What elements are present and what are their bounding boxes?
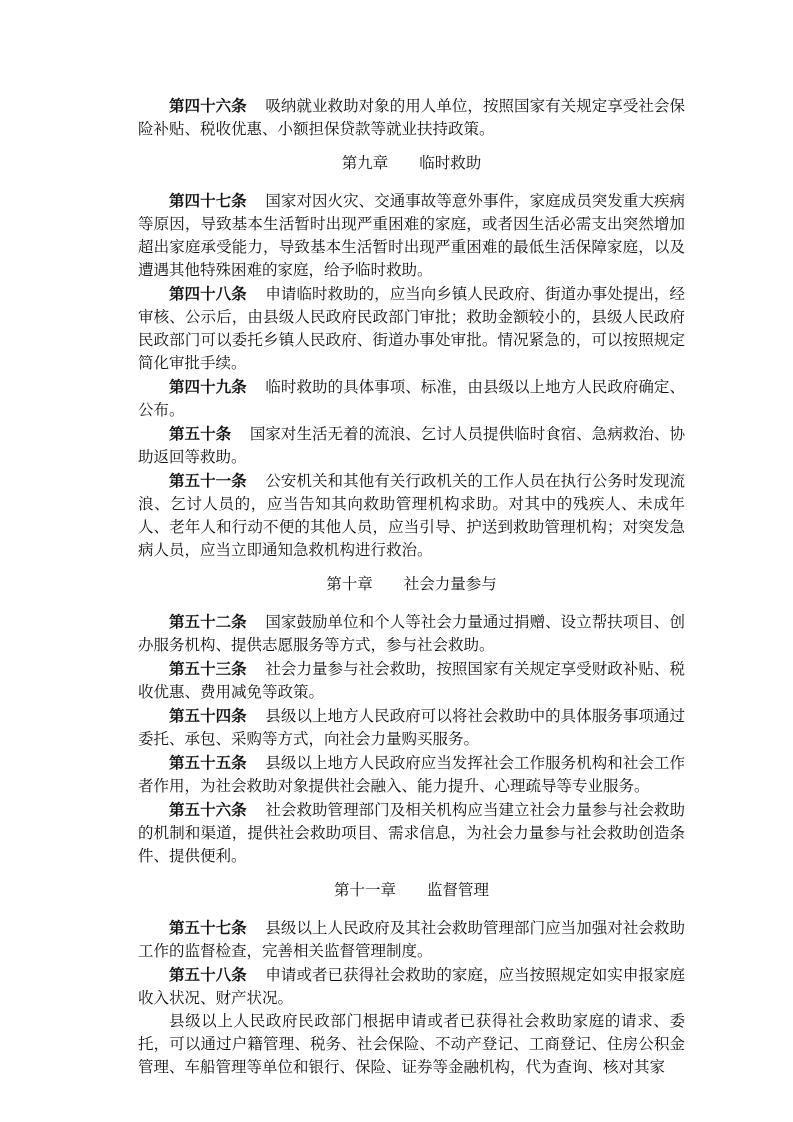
article-text: 申请或者已获得社会救助的家庭，应当按照规定如实申报家庭收入状况、财产状况。 [138, 966, 685, 1007]
plain-paragraph [138, 1010, 685, 1079]
chapter-number: 第十章 [326, 575, 373, 593]
article-text: 公安机关和其他有关行政机关的工作人员在执行公务时发现流浪、乞讨人员的，应当告知其向救助管理机构求助。对其中的残疾人、未成年人、老年人和行动不便的其他人员，应当引导、护送到救助管理机构；对突发急病人员，应当立即通知急救机构进行救治。 [138, 472, 685, 559]
chapter-heading [138, 152, 685, 175]
article-paragraph [138, 282, 685, 375]
article-text: 县级以上地方人民政府应当发挥社会工作服务机构和社会工作者作用，为社会救助对象提供社会融入、能力提升、心理疏导等专业服务。 [138, 754, 685, 795]
article-text: 国家对生活无着的流浪、乞讨人员提供临时食宿、急病救治、协助返回等救助。 [138, 425, 685, 466]
article-number: 第五十八条 [169, 965, 247, 984]
article-text: 吸纳就业救助对象的用人单位，按照国家有关规定享受社会保险补贴、税收优惠、小额担保贷款等就业扶持政策。 [138, 97, 685, 138]
article-number: 第四十六条 [169, 96, 247, 115]
article-number: 第五十三条 [169, 659, 247, 678]
article-number: 第五十条 [169, 424, 232, 443]
article-number: 第五十七条 [169, 918, 247, 937]
article-number: 第五十二条 [169, 612, 247, 631]
article-text: 社会力量参与社会救助，按照国家有关规定享受财政补贴、税收优惠、费用减免等政策。 [138, 660, 685, 701]
paragraph-text: 县级以上人民政府民政部门根据申请或者已获得社会救助家庭的请求、委托，可以通过户籍管理、税务、社会保险、不动产登记、工商登记、住房公积金管理、车船管理等单位和银行、保险、证券等金融机构，代为查询、核对其家 [138, 1012, 685, 1076]
article-paragraph [138, 963, 685, 1010]
chapter-title: 监督管理 [427, 881, 490, 899]
article-text: 社会救助管理部门及相关机构应当建立社会力量参与社会救助的机制和渠道，提供社会救助项目、需求信息，为社会力量参与社会救助创造条件、提供便利。 [138, 801, 685, 865]
article-paragraph [138, 94, 685, 141]
chapter-heading [138, 879, 685, 902]
article-text: 国家对因火灾、交通事故等意外事件，家庭成员突发重大疾病等原因，导致基本生活暂时出现严重困难的家庭，或者因生活必需支出突然增加超出家庭承受能力，导致基本生活暂时出现严重困难的最低生活保障家庭，以及遭遇其他特殊困难的家庭，给予临时救助。 [138, 192, 685, 279]
article-number: 第四十八条 [169, 284, 247, 303]
article-paragraph [138, 610, 685, 657]
article-paragraph [138, 704, 685, 751]
article-number: 第五十六条 [169, 800, 247, 819]
article-number: 第五十五条 [169, 753, 247, 772]
article-text: 申请临时救助的，应当向乡镇人民政府、街道办事处提出，经审核、公示后，由县级人民政府民政部门审批；救助金额较小的，县级人民政府民政部门可以委托乡镇人民政府、街道办事处审批。情况紧急的，可以按照规定简化审批手续。 [138, 285, 685, 372]
article-text: 国家鼓励单位和个人等社会力量通过捐赠、设立帮扶项目、创办服务机构、提供志愿服务等方式，参与社会救助。 [138, 613, 685, 654]
chapter-heading [138, 573, 685, 596]
article-paragraph [138, 375, 685, 422]
article-number: 第四十九条 [169, 377, 247, 396]
article-paragraph [138, 189, 685, 282]
article-text: 县级以上人民政府及其社会救助管理部门应当加强对社会救助工作的监督检查，完善相关监督管理制度。 [138, 919, 685, 960]
chapter-title: 社会力量参与 [403, 575, 497, 593]
article-text: 临时救助的具体事项、标准，由县级以上地方人民政府确定、公布。 [138, 378, 685, 419]
article-text: 县级以上地方人民政府可以将社会救助中的具体服务事项通过委托、承包、采购等方式，向社会力量购买服务。 [138, 707, 685, 748]
article-paragraph [138, 469, 685, 562]
article-paragraph [138, 798, 685, 868]
article-paragraph [138, 422, 685, 469]
article-paragraph [138, 751, 685, 798]
chapter-title: 临时救助 [419, 154, 482, 172]
article-paragraph [138, 916, 685, 963]
article-paragraph [138, 657, 685, 704]
chapter-number: 第九章 [341, 154, 389, 172]
article-number: 第四十七条 [169, 191, 247, 210]
article-number: 第五十一条 [169, 471, 247, 490]
chapter-number: 第十一章 [333, 881, 396, 899]
document-body [138, 94, 685, 1079]
article-number: 第五十四条 [169, 706, 247, 725]
